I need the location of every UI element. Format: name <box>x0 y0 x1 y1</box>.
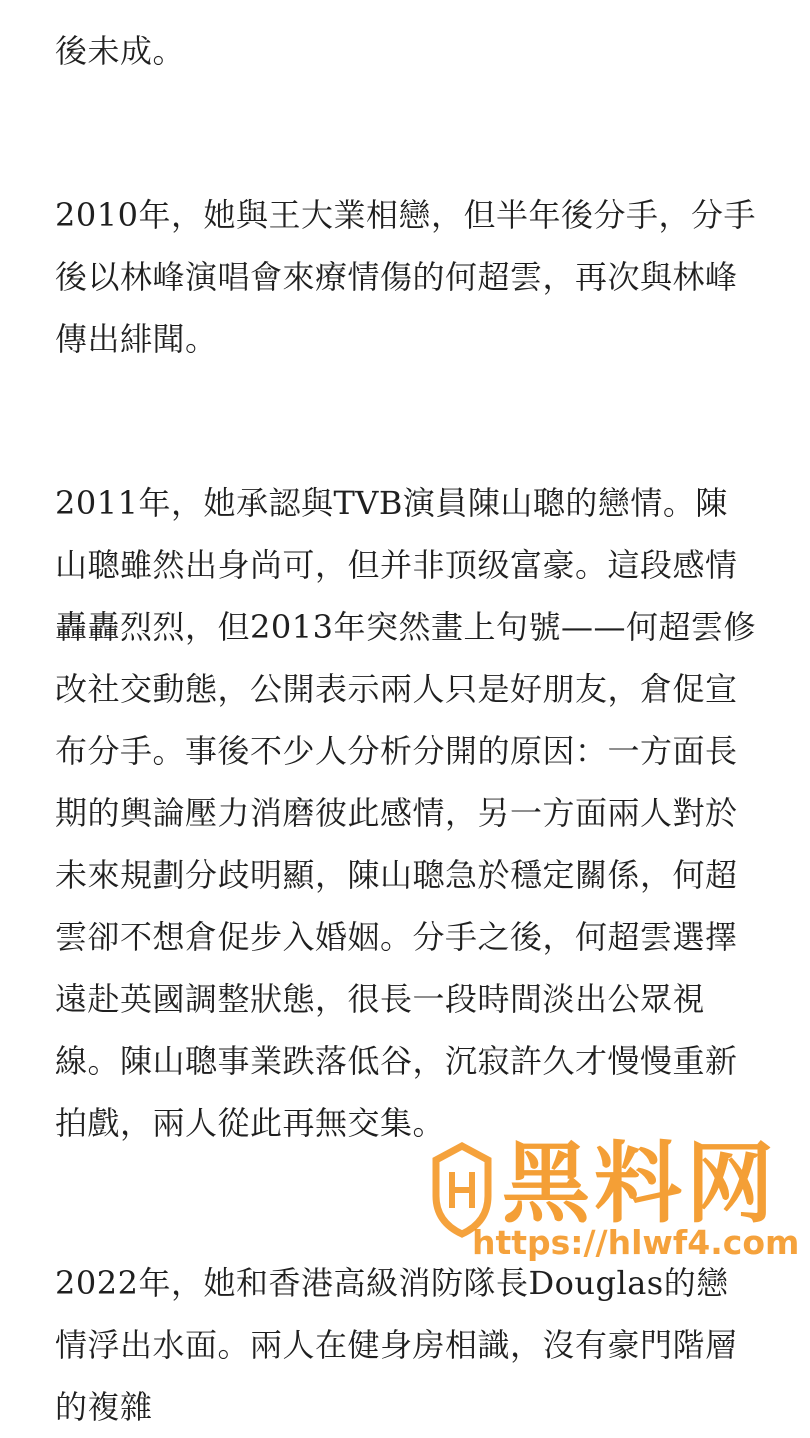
paragraph-2011: 2011年，她承認與TVB演員陳山聰的戀情。陳山聰雖然出身尚可，但并非顶级富豪。這段感情轟轟烈烈，但2013年突然畫上句號——何超雲修改社交動態，公開表示兩人只是好朋友，倉促宣布分手。事後不少人分析分開的原因：一方面長期的輿論壓力消磨彼此感情，另一方面兩人對於未來規劃分歧明顯，陳山聰急於穩定關係，何超雲卻不想倉促步入婚姻。分手之後，何超雲選擇遠赴英國調整狀態，很長一段時間淡出公眾視線。陳山聰事業跌落低谷，沉寂許久才慢慢重新拍戲，兩人從此再無交集。 <box>55 484 756 1142</box>
paragraph-1: 後未成。 <box>55 32 186 70</box>
article-body <box>55 20 760 1438</box>
watermark-url: https://hlwf4.com <box>472 1223 800 1262</box>
paragraph-2022: 2022年，她和香港高級消防隊長Douglas的戀情浮出水面。兩人在健身房相識，沒有豪門階層的複雜 <box>55 1264 738 1426</box>
paragraph-2010: 2010年，她與王大業相戀，但半年後分手，分手後以林峰演唱會來療情傷的何超雲，再次與林峰傳出緋聞。 <box>55 196 756 358</box>
watermark-title: 黑料网 <box>502 1132 779 1235</box>
